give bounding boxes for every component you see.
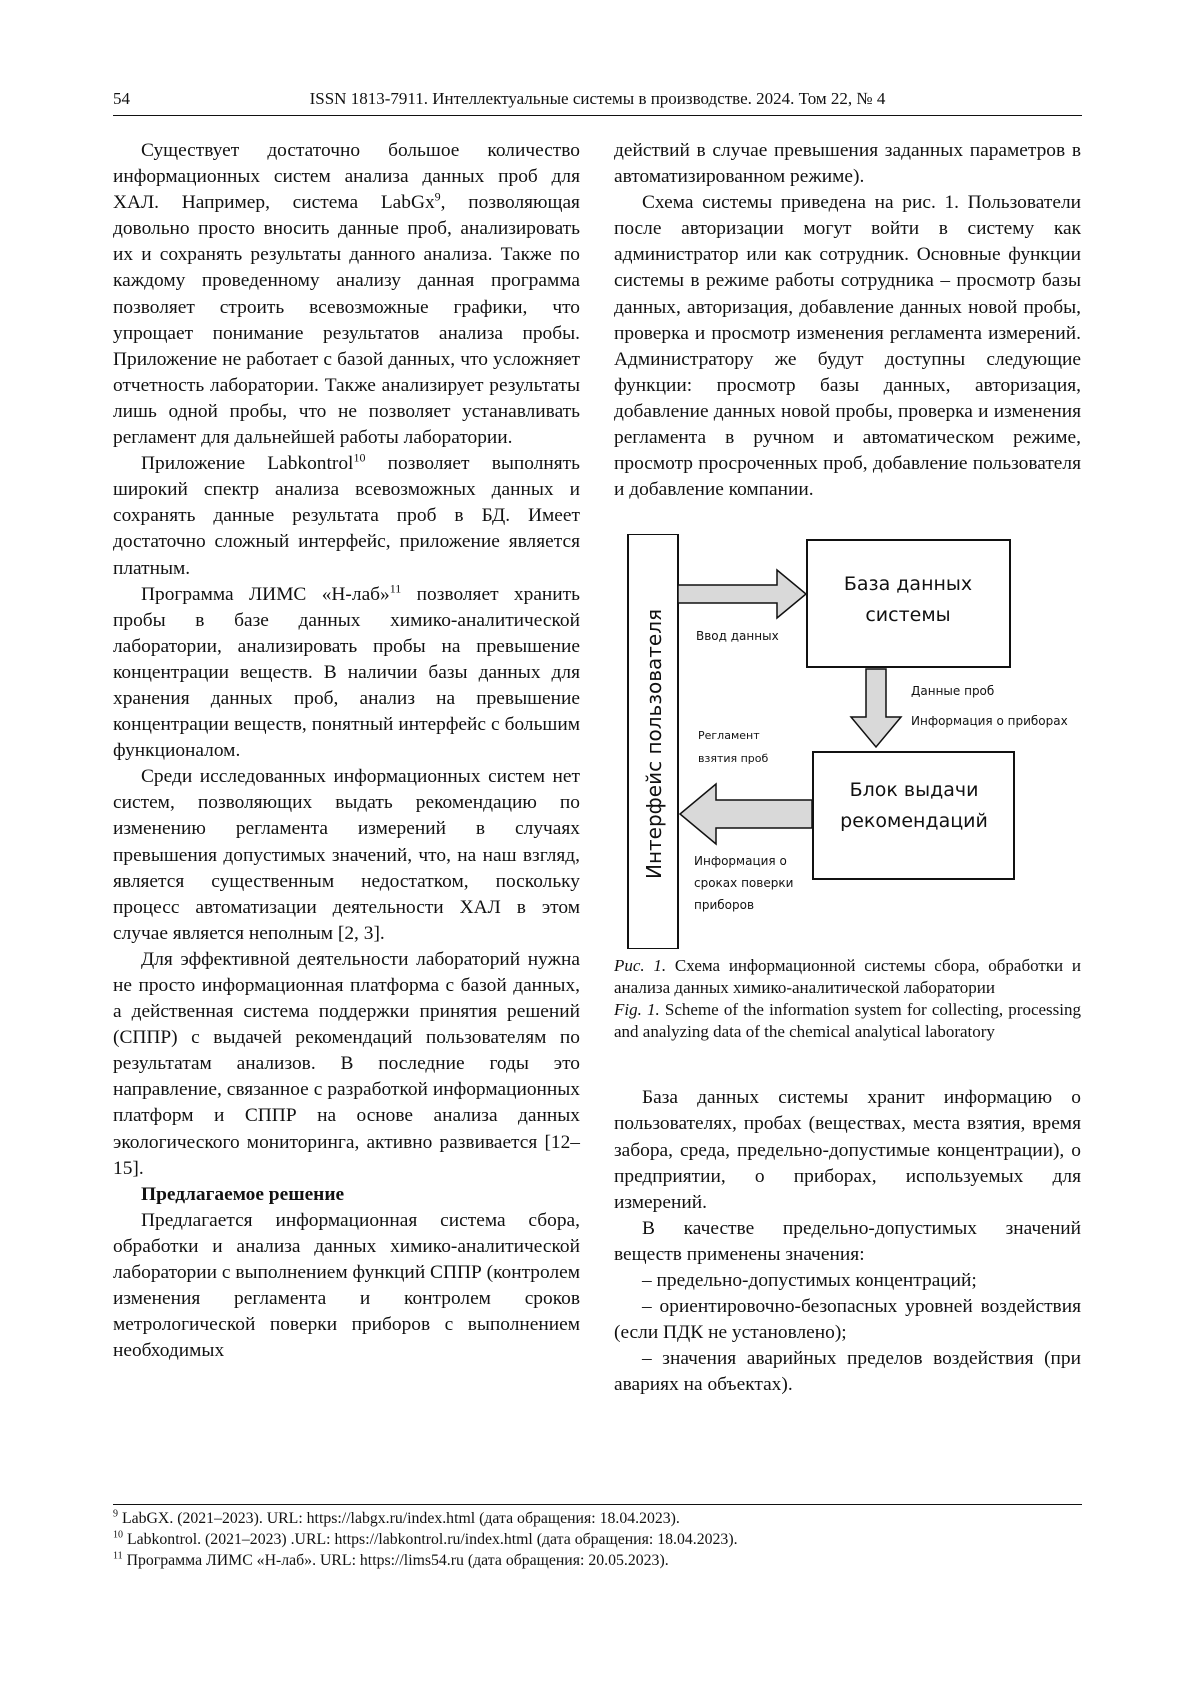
paragraph-comparison: Среди исследованных информационных систем нет систем, позволяющих выдать рекомендацию по изменению регламента измерений в случаях превышения допустимых значений, что, на наш взгляд, является существенным недостатком, поскольку процесс автоматизации деятельности ХАЛ в этом случае является неполным [2, 3]. <box>113 766 580 944</box>
footnotes <box>113 1504 1082 1571</box>
caption-en: Fig. 1. Scheme of the information system for collecting, processing and analyzing data of the chemical analytical laboratory <box>614 1000 1081 1042</box>
section-heading: Предлагаемое решение <box>141 1183 345 1205</box>
footnote-ref-9: 9 <box>434 189 441 204</box>
paragraph-scheme: Схема системы приведена на рис. 1. Пользователи после авторизации могут войти в систему как администратор или как сотрудник. Основные функции системы в режиме работы сотрудника – просмотр базы данных, авторизация, добавление данных новой пробы, проверка и просмотр изменения регламента измерений. Администратору же будут доступны следующие функции: просмотр базы данных, авторизация, добавление данных новой пробы, проверка и изменения регламента в ручном и автоматическом режиме, просмотр просроченных проб, добавление пользователя и добавление компании. <box>614 192 1081 501</box>
input-label: Ввод данных <box>696 629 779 644</box>
info-label-line1: Информация о <box>694 854 787 869</box>
info-label-line3: приборов <box>694 898 755 913</box>
footnote-10: $^{10}$ Labkontrol. (2021–2023) .URL: https://labkontrol.ru/index.html (дата обращения: 18.04.2023). <box>113 1529 738 1548</box>
user-interface-label: Интерфейс пользователя <box>642 609 666 880</box>
output-arrow <box>680 784 812 844</box>
list-item: – ориентировочно-безопасных уровней воздействия (если ПДК не установлено); <box>614 1296 1081 1344</box>
paragraph-lims: Программа ЛИМС «Н-лаб»$^{11}$ позволяет хранить пробы в базе данных химико-аналитической лаборатории, анализировать пробы на превышение концентрации веществ. В наличии базы данных для хранения данных проб, анализ на превышение концентрации веществ, понятный интерфейс с большим функционалом. <box>113 581 580 762</box>
footnote-9: $^9$ LabGX. (2021–2023). URL: https://labgx.ru/index.html (дата обращения: 18.04.2023). <box>113 1508 680 1527</box>
paragraph-labkontrol: Приложение Labkontrol$^{10}$ позволяет выполнять широкий спектр анализа всевозможных данных и сохранять данные результата проб в БД. Имеет достаточно сложный интерфейс, приложение является платным. <box>113 450 580 579</box>
journal-title: ISSN 1813-7911. Интеллектуальные системы в производстве. 2024. Том 22, № 4 <box>309 89 886 108</box>
left-column <box>113 138 580 1364</box>
regulation-label-line2: взятия проб <box>698 752 769 766</box>
caption-ru: Рис. 1. Схема информационной системы сбора, обработки и анализа данных химико-аналитической лаборатории <box>614 956 1081 998</box>
samples-label: Данные проб <box>911 684 995 699</box>
paragraph-continuation: действий в случае превышения заданных параметров в автоматизированном режиме). <box>614 140 1081 188</box>
paragraph-limits: В качестве предельно-допустимых значений веществ применены значения: <box>614 1217 1081 1265</box>
database-label-line1: База данных <box>843 573 973 596</box>
page-number: 54 <box>113 89 130 108</box>
paragraph-proposal: Предлагается информационная система сбора, обработки и анализа данных химико-аналитической лаборатории с выполнением функций СППР (контролем изменения регламента и контролем сроков метрологической поверки приборов с выполнением необходимых <box>113 1209 580 1362</box>
input-arrow <box>678 570 806 618</box>
paragraph-database: База данных системы хранит информацию о пользователях, пробах (веществах, места взятия, время забора, среда, предельно-допустимые концентрации), о предприятии, о приборах, используемых для измерений. <box>614 1087 1081 1213</box>
list-item: – предельно-допустимых концентраций; <box>642 1269 977 1291</box>
caption-spacer <box>614 1043 1081 1085</box>
footnote-11: $^{11}$ Программа ЛИМС «Н-лаб». URL: https://lims54.ru (дата обращения: 20.05.2023). <box>113 1550 669 1569</box>
recommendations-label-line1: Блок выдачи <box>849 779 979 802</box>
info-label-line2: сроках поверки <box>694 876 794 891</box>
paragraph-dss: Для эффективной деятельности лабораторий нужна не просто информационная платформа с базой данных, а действенная система поддержки принятия решений (СППР) с выдачей рекомендаций пользователям по результатам анализов. В последние годы это направление, связанное с разработкой информационных платформ и СППР на основе анализа данных экологического мониторинга, активно развивается [12–15]. <box>113 948 580 1179</box>
data-arrow <box>851 669 901 747</box>
running-header <box>113 87 1082 116</box>
figure-1-diagram <box>614 534 1081 949</box>
recommendations-label-line2: рекомендаций <box>840 810 988 833</box>
devices-label: Информация о приборах <box>911 714 1068 729</box>
footnote-ref-11: 11 <box>389 581 402 596</box>
list-item: – значения аварийных пределов воздействия (при авариях на объектах). <box>614 1348 1081 1396</box>
right-column <box>614 138 1081 1398</box>
figure-caption <box>614 955 1081 1043</box>
database-label-line2: системы <box>865 604 951 627</box>
paragraph-labgx: Существует достаточно большое количество информационных систем анализа данных проб для ХАЛ. Например, система LabGx$^9$, позволяющая довольно просто вносить данные проб, анализировать их и сохранять результаты данного анализа. Также по каждому проведенному анализу данная программа позволяет строить всевозможные графики, что упрощает понимание результатов анализа пробы. Приложение не работает с базой данных, что усложняет отчетность лаборатории. Также анализирует результаты лишь одной пробы, что не позволяет устанавливать регламент для дальнейшей работы лаборатории. <box>113 140 580 449</box>
system-scheme <box>614 534 1081 949</box>
regulation-label-line1: Регламент <box>698 729 760 743</box>
footnote-ref-10: 10 <box>353 450 366 465</box>
